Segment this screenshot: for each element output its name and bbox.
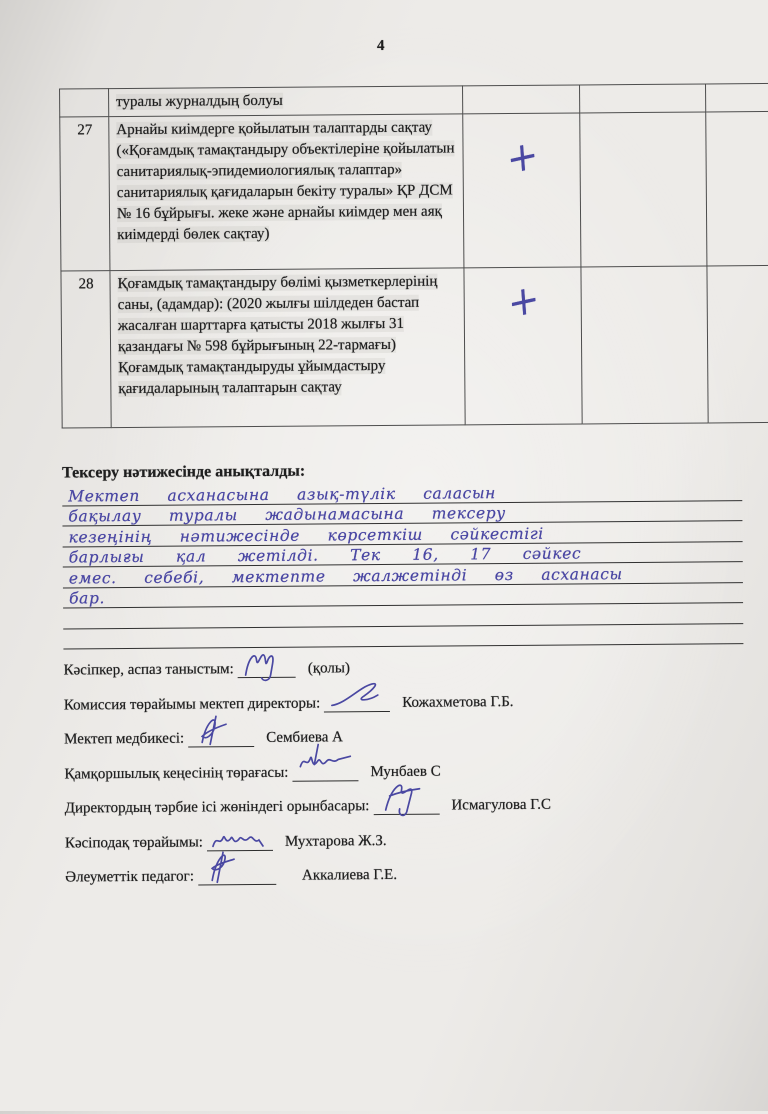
signature-label: Кәсіпкер, аспаз таныстым:	[63, 661, 234, 679]
handwritten-text: бақылау туралы жадынамасына тексеру	[68, 504, 506, 526]
signature-squiggle-icon	[200, 848, 250, 890]
signature-row-social-pedagogue	[65, 860, 745, 888]
handwritten-text: бар.	[68, 589, 106, 608]
findings-heading: Тексеру нәтижесінде анықталды:	[61, 462, 306, 482]
signature-label: Әлеуметтік педагог:	[65, 868, 195, 886]
signature-label: Мектеп медбикесі:	[64, 730, 185, 748]
empty-cell	[706, 111, 768, 266]
requirement-text: Қоғамдық тамақтандыру бөлімі қызметкерлерінің саны, (адамдар): (2020 жылғы шілдеден бастап жасалған шарттарға қатысты 2018 жылғы 31 қазандағы № 598 бұйрығының 22-тармағы) Қоғамдық тамақтандыруды ұйымдастыру қағидаларының талаптарын сақтау	[117, 273, 438, 398]
compliance-mark-cell	[463, 85, 580, 114]
row-number-cell	[60, 89, 109, 117]
signature-suffix: (қолы)	[307, 660, 351, 677]
requirement-text-cell	[109, 86, 463, 117]
signature-label: Директордың тәрбие ісі жөніндегі орынбасары:	[64, 798, 370, 817]
handwritten-text: емес. себебі, мектепте жалжетінді өз асханасы	[68, 564, 623, 587]
signature-suffix: Мунбаев С	[370, 763, 441, 780]
empty-cell	[581, 266, 708, 424]
signature-squiggle-icon	[240, 647, 294, 683]
signature-label: Кәсіподақ төрайымы:	[64, 833, 203, 852]
signature-line	[198, 864, 276, 886]
compliance-mark-cell	[463, 113, 581, 268]
requirement-text: Арнайы киімдерге қойылатын талаптарды сақтау («Қоғамдық тамақтандыру объектілеріне қойылатын санитариялық-эпидемиологиялық талаптар» санитариялық қағидаларын бекіту туралы» ҚР ДСМ № 16 бұйрығы. жеке және арнайы киімдер мен аяқ киімдерді бөлек сақтау)	[116, 119, 455, 244]
signature-squiggle-icon	[294, 742, 358, 787]
signature-line	[373, 794, 439, 816]
inspection-requirements-table	[59, 83, 768, 429]
signature-label: Қамқоршылық кеңесінің төрағасы:	[64, 764, 289, 783]
signature-row-union-chair	[65, 826, 745, 854]
signature-suffix: Мухтарова Ж.З.	[284, 832, 387, 850]
handwritten-text: Мектеп асханасына азық-түлік саласын	[68, 483, 497, 505]
signatures-section	[63, 653, 745, 900]
row-number-cell: 28	[61, 271, 111, 428]
requirement-text-cell	[109, 114, 464, 271]
signature-squiggle-icon	[375, 778, 431, 820]
signature-line	[324, 690, 390, 712]
signature-row-deputy-director	[65, 791, 745, 819]
signature-line	[238, 657, 296, 678]
signature-line	[292, 760, 358, 782]
signature-suffix: Кожахметова Г.Б.	[402, 693, 514, 711]
table-row	[61, 265, 768, 428]
table-row	[60, 111, 768, 271]
empty-cell	[707, 265, 768, 423]
signature-squiggle-icon	[326, 678, 388, 716]
ruled-line-empty	[63, 624, 743, 650]
empty-cell	[706, 83, 768, 112]
signature-squiggle-icon	[190, 712, 246, 752]
signature-row-director	[64, 688, 744, 716]
row-number-cell: 27	[60, 117, 110, 271]
requirement-text: туралы журналдың болуы	[116, 92, 283, 111]
signature-label: Комиссия төрайымы мектеп директоры:	[63, 695, 321, 714]
handwritten-text: кезеңінің нәтижесінде көрсеткіш сәйкестігі	[68, 524, 544, 546]
signature-suffix: Исмагулова Г.С	[451, 796, 552, 814]
empty-cell	[580, 112, 707, 267]
findings-section	[62, 459, 743, 649]
signature-row-cook	[63, 653, 743, 681]
signature-row-nurse	[64, 722, 744, 750]
signature-suffix: Сембиева А	[266, 729, 344, 746]
handwritten-text: барлығы қал жетілді. Тек 16, 17 сәйкес	[68, 544, 582, 567]
compliance-mark-cell	[464, 267, 582, 425]
signature-line	[188, 726, 254, 748]
signature-suffix: Аккалиева Г.Е.	[301, 866, 398, 884]
handwritten-plus-mark: +	[505, 274, 541, 328]
page-number: 4	[376, 37, 385, 55]
handwritten-plus-mark: +	[504, 130, 540, 184]
empty-cell	[580, 84, 706, 113]
requirement-text-cell	[110, 268, 465, 428]
